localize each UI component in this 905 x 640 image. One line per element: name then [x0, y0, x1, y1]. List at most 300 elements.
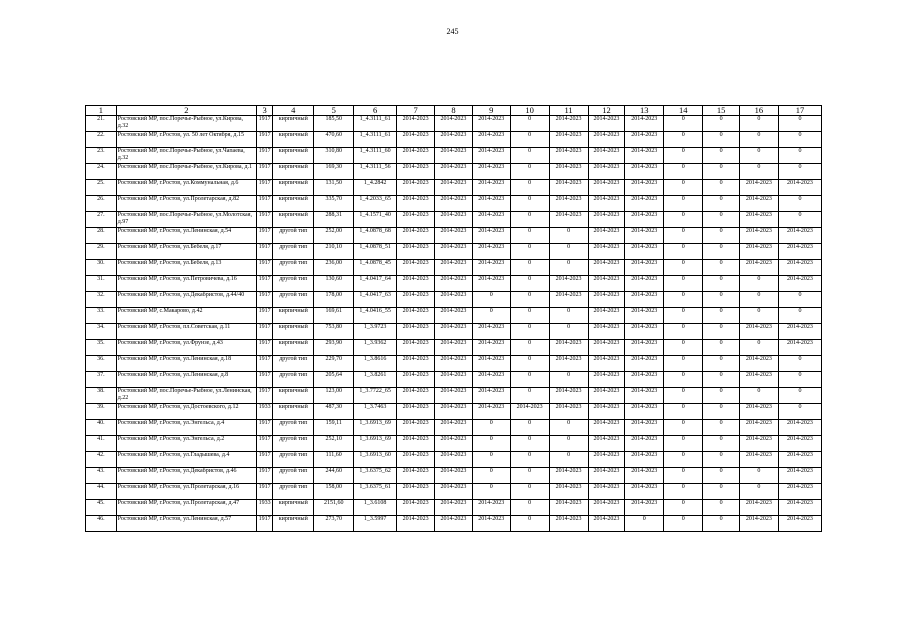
table-cell: 2014-2023: [778, 276, 821, 292]
table-cell: 1917: [256, 212, 272, 228]
address-cell: Ростовский МР, г.Ростов, ул.Пролетарская, д.47: [116, 500, 256, 516]
table-cell: 0: [664, 356, 703, 372]
table-cell: другой тип: [273, 356, 314, 372]
table-cell: 2014-2023: [435, 484, 473, 500]
table-cell: кирпичный: [273, 308, 314, 324]
table-cell: 44.: [86, 484, 117, 500]
table-cell: 2014-2023: [739, 196, 778, 212]
table-cell: 2014-2023: [397, 516, 435, 532]
table-cell: 2014-2023: [397, 484, 435, 500]
table-cell: кирпичный: [273, 324, 314, 340]
table-cell: 2014-2023: [435, 340, 473, 356]
column-number-header: 14: [664, 106, 703, 116]
table-cell: 0: [703, 132, 740, 148]
address-cell: Ростовский МР, г.Ростов, ул.Декабристов, д.46: [116, 468, 256, 484]
table-cell: 2014-2023: [588, 516, 625, 532]
table-cell: кирпичный: [273, 340, 314, 356]
column-number-header: 9: [472, 106, 510, 116]
table-cell: 0: [664, 436, 703, 452]
table-cell: 1917: [256, 148, 272, 164]
table-cell: 25.: [86, 180, 117, 196]
table-cell: 2014-2023: [625, 340, 664, 356]
table-row: [86, 404, 822, 420]
table-cell: 0: [510, 196, 549, 212]
table-cell: кирпичный: [273, 404, 314, 420]
table-cell: 2014-2023: [397, 468, 435, 484]
housing-register-table: [85, 105, 822, 532]
table-cell: 1_4.0878_51: [354, 244, 397, 260]
table-cell: 41.: [86, 436, 117, 452]
table-cell: 0: [703, 436, 740, 452]
table-cell: 0: [510, 228, 549, 244]
table-cell: 2014-2023: [625, 276, 664, 292]
column-number-header: 13: [625, 106, 664, 116]
table-row: [86, 164, 822, 180]
table-cell: 2014-2023: [625, 132, 664, 148]
page-number: 245: [446, 27, 459, 36]
address-cell: Ростовский МР, пос.Поречье-Рыбное, ул.Кирова, д.1: [116, 164, 256, 180]
table-cell: 2014-2023: [588, 324, 625, 340]
table-cell: 0: [472, 420, 510, 436]
column-number-header: 11: [549, 106, 588, 116]
table-cell: 2014-2023: [625, 324, 664, 340]
table-cell: 2014-2023: [472, 372, 510, 388]
table-cell: 2014-2023: [435, 116, 473, 132]
table-cell: кирпичный: [273, 180, 314, 196]
address-cell: Ростовский МР, г.Ростов, ул.Ленинская, д.8: [116, 372, 256, 388]
table-row: [86, 148, 822, 164]
table-cell: 2014-2023: [435, 436, 473, 452]
table-cell: 0: [703, 500, 740, 516]
table-cell: 2014-2023: [549, 516, 588, 532]
table-cell: 36.: [86, 356, 117, 372]
table-cell: 2014-2023: [588, 228, 625, 244]
table-cell: 35.: [86, 340, 117, 356]
table-cell: 1917: [256, 468, 272, 484]
table-cell: 2014-2023: [472, 212, 510, 228]
table-cell: 0: [549, 420, 588, 436]
table-row: [86, 436, 822, 452]
table-cell: 2014-2023: [778, 452, 821, 468]
table-cell: 1_4.0878_45: [354, 260, 397, 276]
table-cell: 0: [703, 164, 740, 180]
table-cell: 0: [778, 308, 821, 324]
table-cell: 22.: [86, 132, 117, 148]
table-cell: 31.: [86, 276, 117, 292]
table-cell: 2014-2023: [778, 228, 821, 244]
table-cell: 28.: [86, 228, 117, 244]
table-cell: 2014-2023: [625, 420, 664, 436]
table-cell: 2014-2023: [588, 212, 625, 228]
address-cell: Ростовский МР, г.Ростов, ул.Энгельса, д.4: [116, 420, 256, 436]
table-cell: 0: [778, 164, 821, 180]
table-row: [86, 516, 822, 532]
table-cell: 2014-2023: [472, 132, 510, 148]
table-row: [86, 324, 822, 340]
table-cell: 1_4.3111_60: [354, 148, 397, 164]
table-cell: 2014-2023: [472, 356, 510, 372]
table-cell: 2014-2023: [778, 468, 821, 484]
table-cell: 2014-2023: [778, 500, 821, 516]
table-cell: 0: [510, 484, 549, 500]
table-cell: другой тип: [273, 452, 314, 468]
table-cell: 2014-2023: [588, 468, 625, 484]
address-cell: Ростовский МР, пос.Поречье-Рыбное, ул.Чапаева, д.32: [116, 148, 256, 164]
table-cell: 1917: [256, 180, 272, 196]
table-cell: другой тип: [273, 484, 314, 500]
column-number-header: 5: [314, 106, 354, 116]
table-cell: 0: [703, 420, 740, 436]
table-cell: 0: [549, 228, 588, 244]
table-cell: 24.: [86, 164, 117, 180]
table-cell: 0: [510, 516, 549, 532]
table-cell: 46.: [86, 516, 117, 532]
table-cell: 2014-2023: [397, 356, 435, 372]
table-cell: 0: [703, 228, 740, 244]
table-cell: 1917: [256, 260, 272, 276]
table-cell: 2014-2023: [435, 388, 473, 404]
table-cell: 205,64: [314, 372, 354, 388]
table-cell: 0: [739, 340, 778, 356]
table-cell: 2014-2023: [739, 180, 778, 196]
table-cell: 2014-2023: [435, 324, 473, 340]
table-cell: 2014-2023: [397, 452, 435, 468]
table-cell: 0: [703, 404, 740, 420]
table-row: [86, 420, 822, 436]
table-cell: 2014-2023: [625, 228, 664, 244]
table-cell: 2014-2023: [435, 356, 473, 372]
table-cell: 2014-2023: [549, 180, 588, 196]
table-cell: кирпичный: [273, 148, 314, 164]
table-cell: 0: [510, 452, 549, 468]
table-cell: 2014-2023: [625, 372, 664, 388]
table-cell: 2014-2023: [588, 340, 625, 356]
column-number-header: 7: [397, 106, 435, 116]
table-cell: 2014-2023: [625, 500, 664, 516]
table-cell: 2014-2023: [472, 148, 510, 164]
table-cell: 1917: [256, 244, 272, 260]
table-cell: 2014-2023: [397, 116, 435, 132]
table-cell: кирпичный: [273, 388, 314, 404]
table-cell: 1917: [256, 276, 272, 292]
table-row: [86, 196, 822, 212]
table-cell: 2014-2023: [549, 212, 588, 228]
table-cell: 0: [664, 212, 703, 228]
table-cell: 2014-2023: [435, 244, 473, 260]
table-cell: 2014-2023: [739, 228, 778, 244]
table-cell: 2014-2023: [625, 356, 664, 372]
table-cell: 2014-2023: [739, 324, 778, 340]
table-cell: 0: [703, 452, 740, 468]
table-row: [86, 180, 822, 196]
table-row: [86, 468, 822, 484]
table-cell: другой тип: [273, 276, 314, 292]
table-cell: 2014-2023: [549, 484, 588, 500]
table-cell: 0: [472, 436, 510, 452]
table-cell: 1917: [256, 516, 272, 532]
table-cell: 2014-2023: [625, 308, 664, 324]
address-cell: Ростовский МР, г.Ростов, ул.Декабристов, д.44/40: [116, 292, 256, 308]
table-cell: 2014-2023: [510, 404, 549, 420]
table-cell: 1917: [256, 132, 272, 148]
table-cell: 2014-2023: [435, 132, 473, 148]
table-cell: кирпичный: [273, 164, 314, 180]
address-cell: Ростовский МР, г.Ростов, ул.Пролетарская, д.16: [116, 484, 256, 500]
table-cell: 2014-2023: [472, 196, 510, 212]
table-cell: 2014-2023: [435, 420, 473, 436]
table-cell: 2014-2023: [588, 260, 625, 276]
column-number-header: 2: [116, 106, 256, 116]
table-cell: 1917: [256, 340, 272, 356]
table-cell: 2014-2023: [625, 388, 664, 404]
table-cell: 2014-2023: [625, 180, 664, 196]
table-cell: 0: [510, 212, 549, 228]
table-cell: 0: [510, 116, 549, 132]
table-cell: 39.: [86, 404, 117, 420]
table-cell: 0: [739, 388, 778, 404]
table-cell: 0: [549, 436, 588, 452]
table-cell: 0: [664, 484, 703, 500]
table-cell: 0: [549, 260, 588, 276]
table-cell: 2014-2023: [549, 148, 588, 164]
table-cell: 1_4.3111_61: [354, 132, 397, 148]
address-cell: Ростовский МР, г.Ростов, ул.Пролетарская, д.82: [116, 196, 256, 212]
table-row: [86, 244, 822, 260]
table-cell: 0: [664, 420, 703, 436]
table-cell: 1_4.2842: [354, 180, 397, 196]
address-cell: Ростовский МР, г.Ростов, ул.Бебеля, д.13: [116, 260, 256, 276]
table-cell: 1917: [256, 372, 272, 388]
table-cell: 0: [510, 260, 549, 276]
table-row: [86, 340, 822, 356]
table-cell: 0: [510, 340, 549, 356]
table-cell: 0: [778, 372, 821, 388]
table-cell: 310,80: [314, 148, 354, 164]
table-cell: 2014-2023: [397, 324, 435, 340]
table-cell: 37.: [86, 372, 117, 388]
table-cell: 1_4.0417_63: [354, 292, 397, 308]
table-row: [86, 372, 822, 388]
table-cell: 2014-2023: [397, 340, 435, 356]
table-cell: 2014-2023: [435, 148, 473, 164]
table-cell: 0: [664, 452, 703, 468]
table-cell: 0: [510, 164, 549, 180]
table-cell: 1_4.2033_65: [354, 196, 397, 212]
table-cell: 1933: [256, 500, 272, 516]
table-cell: кирпичный: [273, 516, 314, 532]
table-cell: 1_3.6913_69: [354, 420, 397, 436]
table-cell: 2014-2023: [588, 372, 625, 388]
table-cell: 2014-2023: [625, 404, 664, 420]
table-cell: 2014-2023: [472, 500, 510, 516]
table-cell: 2014-2023: [472, 180, 510, 196]
table-cell: 2014-2023: [397, 196, 435, 212]
table-cell: 252,00: [314, 228, 354, 244]
table-cell: 1917: [256, 324, 272, 340]
table-cell: 2014-2023: [778, 244, 821, 260]
table-cell: 130,60: [314, 276, 354, 292]
table-cell: 0: [664, 468, 703, 484]
address-cell: Ростовский МР, г.Ростов, ул.Ленинская, д.54: [116, 228, 256, 244]
table-cell: 23.: [86, 148, 117, 164]
table-cell: 753,80: [314, 324, 354, 340]
table-cell: 30.: [86, 260, 117, 276]
table-cell: 0: [703, 292, 740, 308]
table-cell: 0: [739, 164, 778, 180]
table-cell: 2014-2023: [397, 436, 435, 452]
table-cell: 2014-2023: [397, 244, 435, 260]
table-cell: 0: [778, 132, 821, 148]
table-cell: 2014-2023: [625, 484, 664, 500]
table-cell: 29.: [86, 244, 117, 260]
column-number-header: 6: [354, 106, 397, 116]
table-cell: 2014-2023: [435, 260, 473, 276]
table-cell: 2014-2023: [778, 260, 821, 276]
address-cell: Ростовский МР, г.Ростов, ул.Достоевского, д.12: [116, 404, 256, 420]
table-cell: 2014-2023: [549, 500, 588, 516]
table-cell: 45.: [86, 500, 117, 516]
table-cell: 2014-2023: [778, 324, 821, 340]
table-cell: 2014-2023: [435, 308, 473, 324]
table-cell: 0: [510, 308, 549, 324]
table-cell: 0: [703, 196, 740, 212]
table-cell: 2014-2023: [435, 196, 473, 212]
column-number-header: 3: [256, 106, 272, 116]
table-cell: 2014-2023: [739, 516, 778, 532]
table-cell: 0: [739, 468, 778, 484]
address-cell: Ростовский МР, г.Ростов, ул.Коммунальная, д.6: [116, 180, 256, 196]
table-cell: 0: [778, 292, 821, 308]
table-cell: кирпичный: [273, 132, 314, 148]
column-number-header: 17: [778, 106, 821, 116]
table-cell: 2014-2023: [739, 452, 778, 468]
table-cell: 0: [778, 356, 821, 372]
table-cell: 0: [510, 148, 549, 164]
table-row: [86, 260, 822, 276]
table-cell: другой тип: [273, 436, 314, 452]
table-cell: 288,31: [314, 212, 354, 228]
table-cell: 0: [664, 404, 703, 420]
column-number-header: 12: [588, 106, 625, 116]
address-cell: Ростовский МР, пос.Поречье-Рыбное, ул.Ленинская, д.22: [116, 388, 256, 404]
table-cell: 0: [664, 308, 703, 324]
table-cell: 2014-2023: [549, 132, 588, 148]
table-cell: 2014-2023: [549, 356, 588, 372]
table-cell: 244,60: [314, 468, 354, 484]
table-cell: 0: [703, 276, 740, 292]
table-cell: 2014-2023: [739, 372, 778, 388]
table-cell: 1_4.0417_64: [354, 276, 397, 292]
table-cell: 2014-2023: [472, 244, 510, 260]
table-row: [86, 132, 822, 148]
table-cell: 0: [778, 404, 821, 420]
table-cell: 0: [778, 148, 821, 164]
table-cell: 0: [778, 388, 821, 404]
table-cell: 2014-2023: [472, 276, 510, 292]
table-cell: 1_3.7463: [354, 404, 397, 420]
table-cell: 2014-2023: [625, 164, 664, 180]
table-cell: 1933: [256, 404, 272, 420]
table-cell: 1917: [256, 116, 272, 132]
table-cell: 2014-2023: [625, 196, 664, 212]
table-row: [86, 308, 822, 324]
table-cell: 0: [510, 244, 549, 260]
table-cell: 111,60: [314, 452, 354, 468]
table-row: [86, 116, 822, 132]
table-cell: 252,10: [314, 436, 354, 452]
table-cell: другой тип: [273, 420, 314, 436]
table-cell: 1_3.6375_61: [354, 484, 397, 500]
table-cell: 0: [778, 116, 821, 132]
table-cell: 0: [703, 148, 740, 164]
table-row: [86, 388, 822, 404]
table-cell: 0: [703, 372, 740, 388]
table-cell: 0: [664, 324, 703, 340]
table-cell: 0: [703, 180, 740, 196]
table-cell: 0: [510, 276, 549, 292]
table-row: [86, 356, 822, 372]
table-cell: 2014-2023: [397, 420, 435, 436]
table-cell: 0: [549, 324, 588, 340]
table-cell: 0: [703, 116, 740, 132]
table-cell: 1_3.7722_65: [354, 388, 397, 404]
table-cell: 273,70: [314, 516, 354, 532]
table-cell: 0: [510, 436, 549, 452]
table-cell: 1917: [256, 452, 272, 468]
table-cell: 293,90: [314, 340, 354, 356]
table-cell: 2014-2023: [435, 180, 473, 196]
table-row: [86, 484, 822, 500]
table-cell: 1917: [256, 356, 272, 372]
table-cell: 2014-2023: [397, 308, 435, 324]
table-cell: 0: [664, 372, 703, 388]
table-cell: 2014-2023: [472, 324, 510, 340]
table-cell: 0: [664, 180, 703, 196]
table-cell: другой тип: [273, 372, 314, 388]
table-cell: 0: [664, 292, 703, 308]
table-cell: 470,60: [314, 132, 354, 148]
table-cell: 2014-2023: [588, 276, 625, 292]
table-cell: 2014-2023: [739, 436, 778, 452]
table-cell: 34.: [86, 324, 117, 340]
table-cell: 2014-2023: [778, 340, 821, 356]
table-cell: 0: [510, 500, 549, 516]
table-cell: кирпичный: [273, 196, 314, 212]
table-cell: 2014-2023: [397, 260, 435, 276]
table-cell: 2014-2023: [739, 420, 778, 436]
table-cell: 0: [739, 116, 778, 132]
table-cell: 0: [739, 132, 778, 148]
table-cell: 0: [703, 324, 740, 340]
table-cell: 2014-2023: [625, 452, 664, 468]
table-cell: 2014-2023: [435, 404, 473, 420]
table-cell: 2014-2023: [472, 388, 510, 404]
table-cell: 2014-2023: [625, 292, 664, 308]
address-cell: Ростовский МР, г.Ростов, ул.Гладышева, д.4: [116, 452, 256, 468]
table-cell: 26.: [86, 196, 117, 212]
table-cell: другой тип: [273, 292, 314, 308]
table-cell: 2014-2023: [397, 148, 435, 164]
table-cell: 38.: [86, 388, 117, 404]
table-cell: 2014-2023: [778, 180, 821, 196]
table-cell: 2014-2023: [397, 212, 435, 228]
table-cell: кирпичный: [273, 500, 314, 516]
table-cell: 0: [625, 516, 664, 532]
table-cell: 2014-2023: [549, 276, 588, 292]
table-cell: 487,30: [314, 404, 354, 420]
table-cell: 185,50: [314, 116, 354, 132]
table-cell: 2014-2023: [397, 164, 435, 180]
